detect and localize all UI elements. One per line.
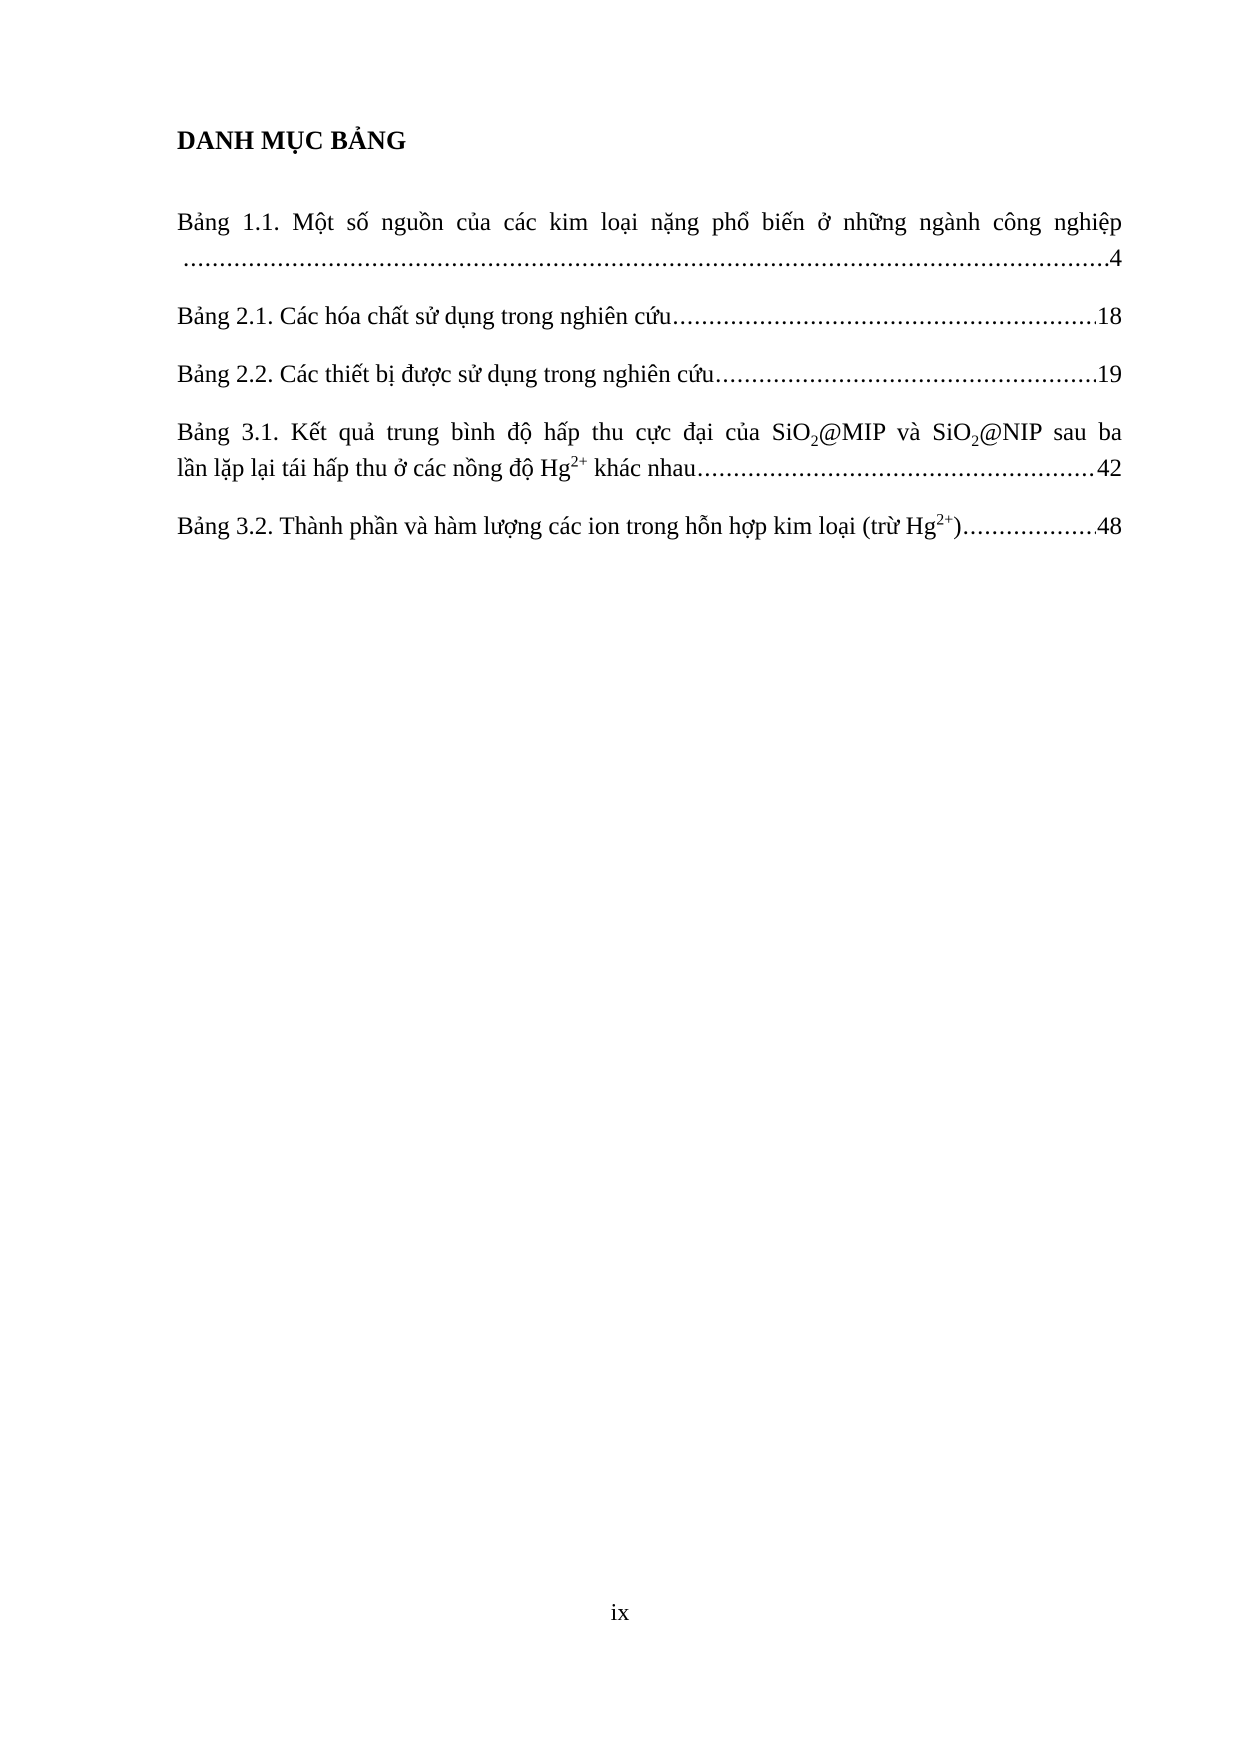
toc-entry-1-title: Bảng 1.1. Một số nguồn của các kim loại nặng phổ biến ở những ngành công nghiệp — [177, 209, 1122, 236]
toc-entry-4[interactable] — [177, 415, 1122, 487]
toc-entry-1-leader — [183, 241, 1109, 277]
toc-entry-4-leader — [697, 451, 1096, 487]
toc-entry-4-page: 42 — [1097, 455, 1122, 482]
toc-entry-3-title: Bảng 2.2. Các thiết bị được sử dụng trong nghiên cứu — [177, 361, 715, 388]
table-list — [177, 205, 1122, 567]
toc-entry-3-leader — [715, 357, 1096, 393]
toc-entry-4-title-line2: lần lặp lại tái hấp thu ở các nồng độ $Hg^{2+}$ khác nhau — [177, 453, 696, 482]
toc-entry-2-page: 18 — [1097, 303, 1122, 330]
toc-entry-2-leader — [672, 299, 1096, 335]
toc-entry-5[interactable] — [177, 509, 1122, 545]
toc-entry-5-page: 48 — [1097, 513, 1122, 540]
toc-entry-1-page: 4 — [1109, 245, 1122, 272]
page-heading: DANH MỤC BẢNG — [177, 126, 407, 155]
toc-entry-5-leader — [963, 509, 1096, 545]
toc-entry-3[interactable] — [177, 357, 1122, 393]
toc-entry-2[interactable] — [177, 299, 1122, 335]
toc-entry-3-page: 19 — [1097, 361, 1122, 388]
toc-entry-2-title: Bảng 2.1. Các hóa chất sử dụng trong nghiên cứu — [177, 303, 672, 330]
toc-entry-4-title-line1: Bảng 3.1. Kết quả trung bình độ hấp thu cực đại của SiO$_2$@MIP và SiO$_2$@NIP sau ba — [177, 419, 1122, 450]
toc-entry-1[interactable] — [177, 205, 1122, 277]
page-number: ix — [610, 1600, 630, 1626]
toc-entry-5-title: Bảng 3.2. Thành phần và hàm lượng các ion trong hỗn hợp kim loại (trừ $Hg^{2+}$) — [177, 511, 962, 540]
